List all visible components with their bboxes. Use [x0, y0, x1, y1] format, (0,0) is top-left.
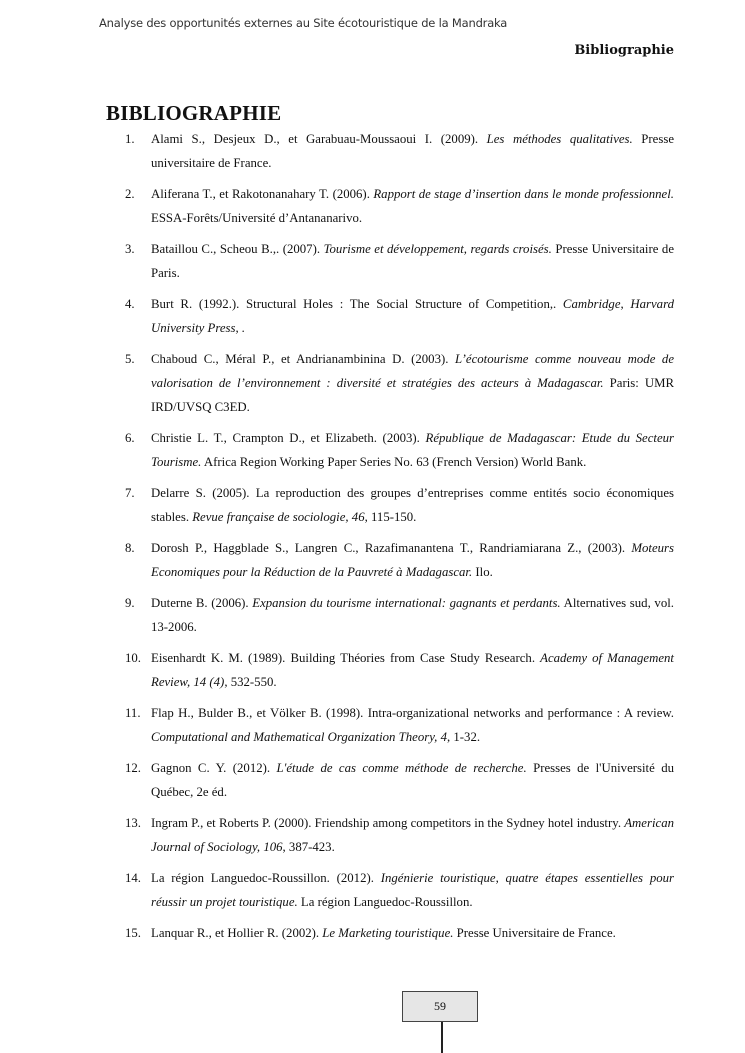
entry-number: 4.: [125, 297, 135, 311]
entry-publisher-text: , 387-423.: [282, 840, 335, 854]
entry-title-italic: République de Madagascar: Etude du Secteur Tourisme.: [151, 431, 674, 469]
page-number: 59: [402, 991, 478, 1022]
bibliography-entry: [125, 701, 674, 749]
entry-authors-text: Alami S., Desjeux D., et Garabuau-Moussaoui I. (2009).: [151, 132, 487, 146]
entry-authors-text: Burt R. (1992.). Structural Holes : The Social Structure of Competition,.: [151, 297, 563, 311]
entry-authors-text: Duterne B. (2006).: [151, 596, 253, 610]
entry-publisher-text: ESSA-Forêts/Université d’Antananarivo.: [151, 211, 363, 225]
entry-number: 13.: [125, 816, 141, 830]
entry-authors-text: Delarre S. (2005). La reproduction des groupes d’entreprises comme entités socio économiques stables.: [151, 486, 674, 524]
bibliography-list: [125, 127, 674, 952]
entry-number: 9.: [125, 596, 135, 610]
bibliography-entry: [125, 292, 674, 340]
entry-text: [151, 127, 674, 175]
entry-text: [151, 811, 674, 859]
entry-number: 10.: [125, 651, 141, 665]
entry-authors-text: Christie L. T., Crampton D., et Elizabeth. (2003).: [151, 431, 426, 445]
entry-publisher-text: , 115-150.: [364, 510, 417, 524]
entry-text: [151, 701, 674, 749]
entry-title-italic: Academy of Management Review, 14 (4): [151, 651, 674, 689]
entry-number: 12.: [125, 761, 141, 775]
bibliography-entry: [125, 481, 674, 529]
entry-text: [151, 921, 674, 945]
entry-title-italic: Ingénierie touristique, quatre étapes essentielles pour réussir un projet touristique.: [151, 871, 674, 909]
page-number-connector-line: [441, 1022, 443, 1053]
entry-authors-text: Gagnon C. Y. (2012).: [151, 761, 277, 775]
entry-number: 5.: [125, 352, 135, 366]
entry-text: [151, 591, 674, 639]
bibliography-entry: [125, 127, 674, 175]
entry-title-italic: Revue française de sociologie, 46: [192, 510, 365, 524]
bibliography-entry: [125, 591, 674, 639]
bibliography-entry: [125, 811, 674, 859]
entry-text: [151, 536, 674, 584]
entry-authors-text: Chaboud C., Méral P., et Andrianambinina D. (2003).: [151, 352, 455, 366]
entry-authors-text: Eisenhardt K. M. (1989). Building Théories from Case Study Research.: [151, 651, 541, 665]
bibliography-entry: [125, 921, 674, 945]
entry-number: 1.: [125, 132, 135, 146]
entry-publisher-text: Presse Universitaire de France.: [453, 926, 616, 940]
entry-publisher-text: , 532-550.: [224, 675, 277, 689]
bibliography-entry: [125, 237, 674, 285]
bibliography-entry: [125, 756, 674, 804]
entry-publisher-text: Alternatives sud, vol. 13-2006.: [151, 596, 674, 634]
entry-text: [151, 182, 674, 230]
entry-text: [151, 292, 674, 340]
entry-title-italic: L’écotourisme comme nouveau mode de valorisation de l’environnement : diversité et stratégies des acteurs à Madagascar.: [151, 352, 674, 390]
entry-title-italic: Les méthodes qualitatives.: [486, 132, 633, 146]
entry-publisher-text: Ilo.: [472, 565, 493, 579]
entry-authors-text: Aliferana T., et Rakotonanahary T. (2006).: [151, 187, 374, 201]
entry-title-italic: Le Marketing touristique.: [322, 926, 454, 940]
entry-title-italic: Rapport de stage d’insertion dans le monde professionnel.: [373, 187, 674, 201]
entry-number: 7.: [125, 486, 135, 500]
entry-authors-text: Dorosh P., Haggblade S., Langren C., Razafimanantena T., Randriamiarana Z., (2003).: [151, 541, 632, 555]
entry-publisher-text: Africa Region Working Paper Series No. 63 (French Version) World Bank.: [201, 455, 587, 469]
entry-text: [151, 237, 674, 285]
entry-publisher-text: Presses de l'Université du Québec, 2e éd.: [151, 761, 674, 799]
entry-publisher-text: Paris: UMR IRD/UVSQ C3ED.: [151, 376, 675, 414]
entry-title-italic: Computational and Mathematical Organization Theory, 4: [151, 730, 447, 744]
entry-number: 11.: [125, 706, 141, 720]
entry-authors-text: Ingram P., et Roberts P. (2000). Friendship among competitors in the Sydney hotel industry.: [151, 816, 625, 830]
entry-title-italic: Moteurs Economiques pour la Réduction de la Pauvreté à Madagascar.: [151, 541, 674, 579]
entry-text: [151, 866, 674, 914]
bibliography-entry: [125, 866, 674, 914]
bibliography-entry: [125, 646, 674, 694]
entry-number: 2.: [125, 187, 135, 201]
entry-authors-text: La région Languedoc-Roussillon. (2012).: [151, 871, 381, 885]
bibliography-entry: [125, 182, 674, 230]
bibliography-entry: [125, 347, 674, 419]
entry-number: 6.: [125, 431, 135, 445]
entry-authors-text: Lanquar R., et Hollier R. (2002).: [151, 926, 323, 940]
entry-number: 8.: [125, 541, 135, 555]
entry-publisher-text: Presse Universitaire de Paris.: [151, 242, 674, 280]
entry-title-italic: L'étude de cas comme méthode de recherche.: [276, 761, 527, 775]
entry-publisher-text: La région Languedoc-Roussillon.: [297, 895, 473, 909]
entry-title-italic: Expansion du tourisme international: gagnants et perdants.: [252, 596, 561, 610]
entry-authors-text: Bataillou C., Scheou B.,. (2007).: [151, 242, 324, 256]
entry-authors-text: Flap H., Bulder B., et Völker B. (1998). Intra-organizational networks and performance : A review.: [151, 706, 674, 720]
entry-text: [151, 426, 674, 474]
page-title: BIBLIOGRAPHIE: [106, 101, 282, 125]
entry-text: [151, 347, 674, 419]
entry-title-italic: Tourisme et développement, regards croisés.: [323, 242, 552, 256]
bibliography-entry: [125, 536, 674, 584]
entry-title-italic: Cambridge, Harvard University Press, .: [151, 297, 674, 335]
entry-text: [151, 756, 674, 804]
entry-title-italic: American Journal of Sociology, 106: [151, 816, 674, 854]
entry-number: 3.: [125, 242, 135, 256]
entry-number: 15.: [125, 926, 141, 940]
entry-number: 14.: [125, 871, 141, 885]
running-header-title: Analyse des opportunités externes au Site écotouristique de la Mandraka: [99, 16, 508, 30]
entry-publisher-text: , 1-32.: [446, 730, 481, 744]
entry-text: [151, 646, 674, 694]
section-label: Bibliographie: [574, 43, 674, 58]
entry-publisher-text: Presse universitaire de France.: [151, 132, 674, 170]
bibliography-entry: [125, 426, 674, 474]
entry-text: [151, 481, 674, 529]
